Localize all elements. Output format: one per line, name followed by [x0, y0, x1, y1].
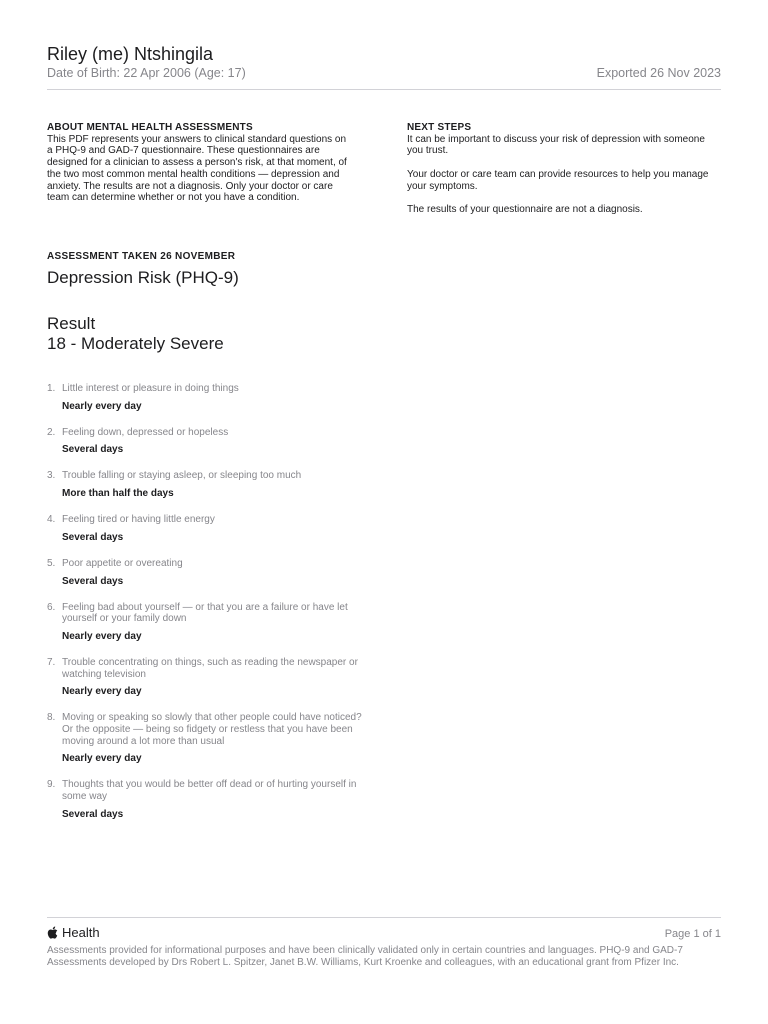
footer-disclaimer: Assessments provided for informational purposes and have been clinically validated only in certain countries and languages. PHQ-9 and GAD-7 Assessments developed by Drs Robert L. Spitzer, Janet B.W. Williams, Kurt Kroenke and colleagues, with an educational grant from Pfizer Inc.	[47, 945, 683, 968]
question-item	[47, 383, 367, 413]
question-item	[47, 712, 367, 765]
question-number: 9.	[47, 779, 56, 791]
next-steps-section	[407, 122, 717, 227]
question-item	[47, 558, 367, 588]
header-divider	[47, 89, 721, 90]
question-number: 5.	[47, 557, 56, 569]
question-answer: More than half the days	[62, 488, 174, 500]
question-answer: Several days	[62, 575, 124, 587]
document-page	[47, 0, 721, 1024]
question-text: Feeling down, depressed or hopeless	[62, 426, 229, 438]
question-item	[47, 602, 367, 643]
question-text: Poor appetite or overeating	[62, 557, 183, 569]
question-answer: Several days	[62, 808, 124, 820]
question-answer: Several days	[62, 444, 124, 456]
result-label: Result	[47, 314, 96, 333]
question-number: 2.	[47, 426, 56, 438]
next-steps-paragraph: The results of your questionnaire are not a diagnosis.	[407, 203, 643, 215]
question-answer: Nearly every day	[62, 400, 142, 412]
result-value: 18 - Moderately Severe	[47, 334, 224, 353]
next-steps-paragraph: It can be important to discuss your risk of depression with someone you trust.	[407, 133, 705, 157]
question-item	[47, 657, 367, 698]
question-text: Moving or speaking so slowly that other people could have noticed? Or the opposite — being so fidgety or restless that you have been moving around a lot more than usual	[62, 712, 362, 747]
question-number: 8.	[47, 712, 56, 724]
about-body: This PDF represents your answers to clinical standard questions on a PHQ-9 and GAD-7 questionnaire. These questionnaires are designed for a clinician to assess a person's risk, at that moment, of the two most common mental health conditions — depression and anxiety. The results are not a diagnosis. Only your doctor or care team can determine whether or not you have a condition.	[47, 133, 347, 204]
question-number: 4.	[47, 514, 56, 526]
assessment-date: ASSESSMENT TAKEN 26 NOVEMBER	[47, 251, 236, 262]
question-number: 7.	[47, 656, 56, 668]
question-list	[47, 383, 367, 835]
question-number: 6.	[47, 601, 56, 613]
question-item	[47, 470, 367, 500]
question-text: Trouble falling or staying asleep, or sleeping too much	[62, 470, 302, 482]
question-text: Feeling tired or having little energy	[62, 514, 215, 526]
export-date: Exported 26 Nov 2023	[596, 66, 721, 80]
next-steps-paragraph: Your doctor or care team can provide resources to help you manage your symptoms.	[407, 168, 709, 192]
question-answer: Nearly every day	[62, 686, 142, 698]
question-text: Thoughts that you would be better off dead or of hurting yourself in some way	[62, 779, 357, 803]
health-brand	[47, 925, 100, 940]
question-text: Trouble concentrating on things, such as reading the newspaper or watching television	[62, 656, 358, 680]
about-heading: ABOUT MENTAL HEALTH ASSESSMENTS	[47, 122, 253, 133]
question-answer: Several days	[62, 531, 124, 543]
question-text: Little interest or pleasure in doing things	[62, 383, 239, 394]
question-item	[47, 514, 367, 544]
page-number: Page 1 of 1	[664, 928, 721, 940]
footer-divider	[47, 917, 721, 918]
question-number: 1.	[47, 383, 56, 394]
question-item	[47, 427, 367, 457]
question-answer: Nearly every day	[62, 630, 142, 642]
about-section	[47, 122, 347, 216]
patient-name: Riley (me) Ntshingila	[47, 44, 214, 64]
assessment-title: Depression Risk (PHQ-9)	[47, 268, 239, 287]
next-steps-heading: NEXT STEPS	[407, 122, 472, 133]
brand-label: Health	[62, 925, 100, 940]
question-text: Feeling bad about yourself — or that you are a failure or have let yourself or your family down	[62, 601, 348, 625]
question-item	[47, 779, 367, 820]
date-of-birth: Date of Birth: 22 Apr 2006 (Age: 17)	[47, 66, 246, 80]
apple-icon	[47, 926, 58, 939]
question-answer: Nearly every day	[62, 753, 142, 765]
question-number: 3.	[47, 470, 56, 482]
